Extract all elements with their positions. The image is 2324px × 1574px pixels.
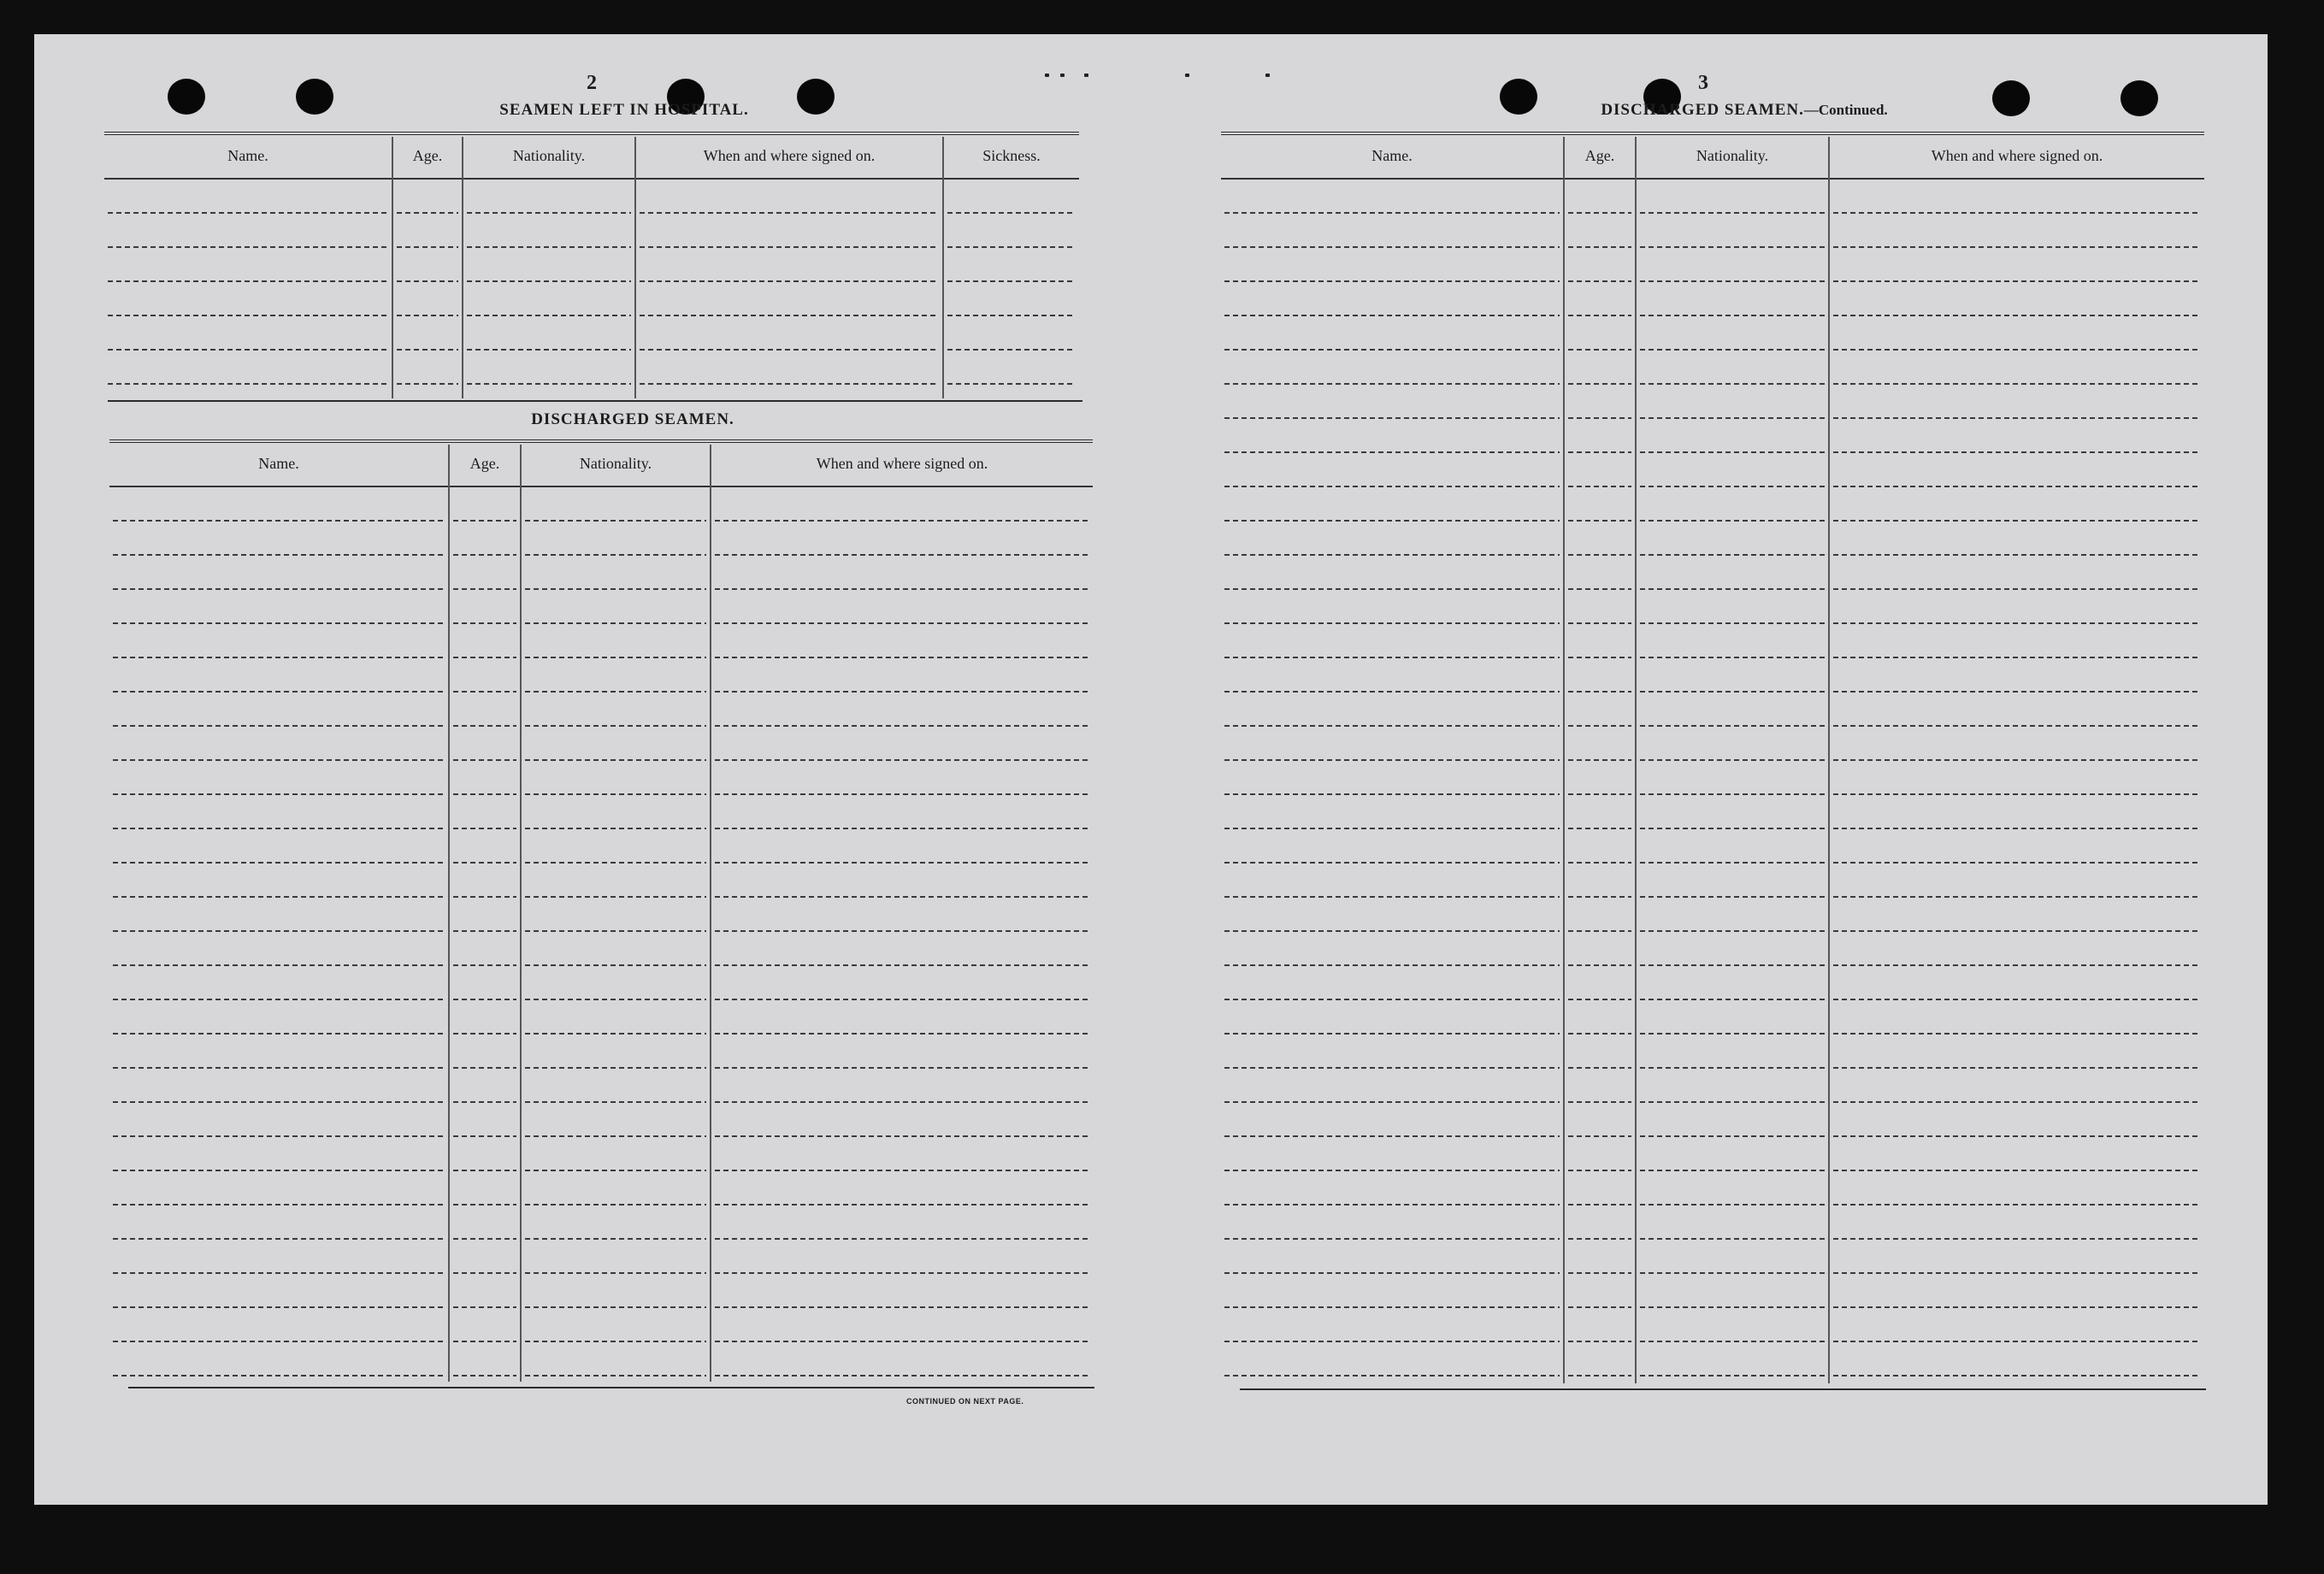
hospital-table-bottom-rule bbox=[108, 400, 1082, 402]
column-header-sickness: Sickness. bbox=[944, 137, 1079, 180]
entry-lines[interactable] bbox=[715, 487, 1089, 1382]
ledger-sheet bbox=[34, 34, 2268, 1505]
title-text: DISCHARGED SEAMEN. bbox=[1601, 101, 1804, 119]
column-name bbox=[1221, 137, 1565, 1383]
discharged-section-title: DISCHARGED SEAMEN. bbox=[531, 410, 734, 428]
column-signed-on bbox=[636, 137, 944, 398]
discharged-table-right bbox=[1221, 132, 2204, 1383]
column-nationality bbox=[1637, 137, 1830, 1383]
column-age bbox=[393, 137, 463, 398]
entry-lines[interactable] bbox=[113, 487, 445, 1382]
entry-lines[interactable] bbox=[947, 180, 1076, 398]
entry-lines[interactable] bbox=[397, 180, 458, 398]
entry-lines[interactable] bbox=[640, 180, 939, 398]
entry-lines[interactable] bbox=[525, 487, 706, 1382]
column-header-signed-on: When and where signed on. bbox=[711, 445, 1093, 487]
page-number-right: 3 bbox=[1698, 72, 1708, 94]
column-header-age: Age. bbox=[1565, 137, 1635, 180]
hospital-table bbox=[104, 132, 1079, 398]
entry-lines[interactable] bbox=[1833, 180, 2201, 1383]
right-table-bottom-rule bbox=[1240, 1388, 2206, 1390]
column-header-age: Age. bbox=[393, 137, 462, 180]
column-header-nationality: Nationality. bbox=[522, 445, 710, 487]
entry-lines[interactable] bbox=[108, 180, 388, 398]
stray-mark bbox=[1185, 74, 1189, 77]
stray-mark bbox=[1084, 74, 1088, 77]
entry-lines[interactable] bbox=[467, 180, 631, 398]
entry-lines[interactable] bbox=[1568, 180, 1631, 1383]
entry-lines[interactable] bbox=[1224, 180, 1560, 1383]
discharged-continued-title bbox=[1488, 101, 2001, 120]
column-age bbox=[1565, 137, 1637, 1383]
column-header-signed-on: When and where signed on. bbox=[636, 137, 942, 180]
column-name bbox=[104, 137, 393, 398]
column-nationality bbox=[463, 137, 636, 398]
stray-mark bbox=[1045, 74, 1049, 77]
column-header-name: Name. bbox=[109, 445, 448, 487]
hospital-section-title: SEAMEN LEFT IN HOSPITAL. bbox=[499, 101, 749, 119]
stray-mark bbox=[1060, 74, 1065, 77]
column-name bbox=[109, 445, 450, 1382]
column-header-nationality: Nationality. bbox=[463, 137, 634, 180]
column-header-name: Name. bbox=[104, 137, 392, 180]
punch-hole bbox=[2121, 80, 2158, 116]
column-sickness bbox=[944, 137, 1079, 398]
column-header-age: Age. bbox=[450, 445, 520, 487]
discharged-table-left bbox=[109, 439, 1093, 1382]
column-header-nationality: Nationality. bbox=[1637, 137, 1828, 180]
punch-hole bbox=[168, 79, 205, 115]
discharged-table-bottom-rule bbox=[128, 1387, 1094, 1388]
column-header-name: Name. bbox=[1221, 137, 1563, 180]
column-header-signed-on: When and where signed on. bbox=[1830, 137, 2204, 180]
punch-hole bbox=[296, 79, 333, 115]
column-age bbox=[450, 445, 522, 1382]
column-signed-on bbox=[1830, 137, 2204, 1383]
continued-note: CONTINUED ON NEXT PAGE. bbox=[906, 1397, 1024, 1406]
entry-lines[interactable] bbox=[1640, 180, 1825, 1383]
page-number-left: 2 bbox=[587, 72, 597, 94]
stray-mark bbox=[1265, 74, 1270, 77]
entry-lines[interactable] bbox=[453, 487, 516, 1382]
column-nationality bbox=[522, 445, 711, 1382]
title-suffix: —Continued. bbox=[1803, 102, 1888, 118]
column-signed-on bbox=[711, 445, 1093, 1382]
